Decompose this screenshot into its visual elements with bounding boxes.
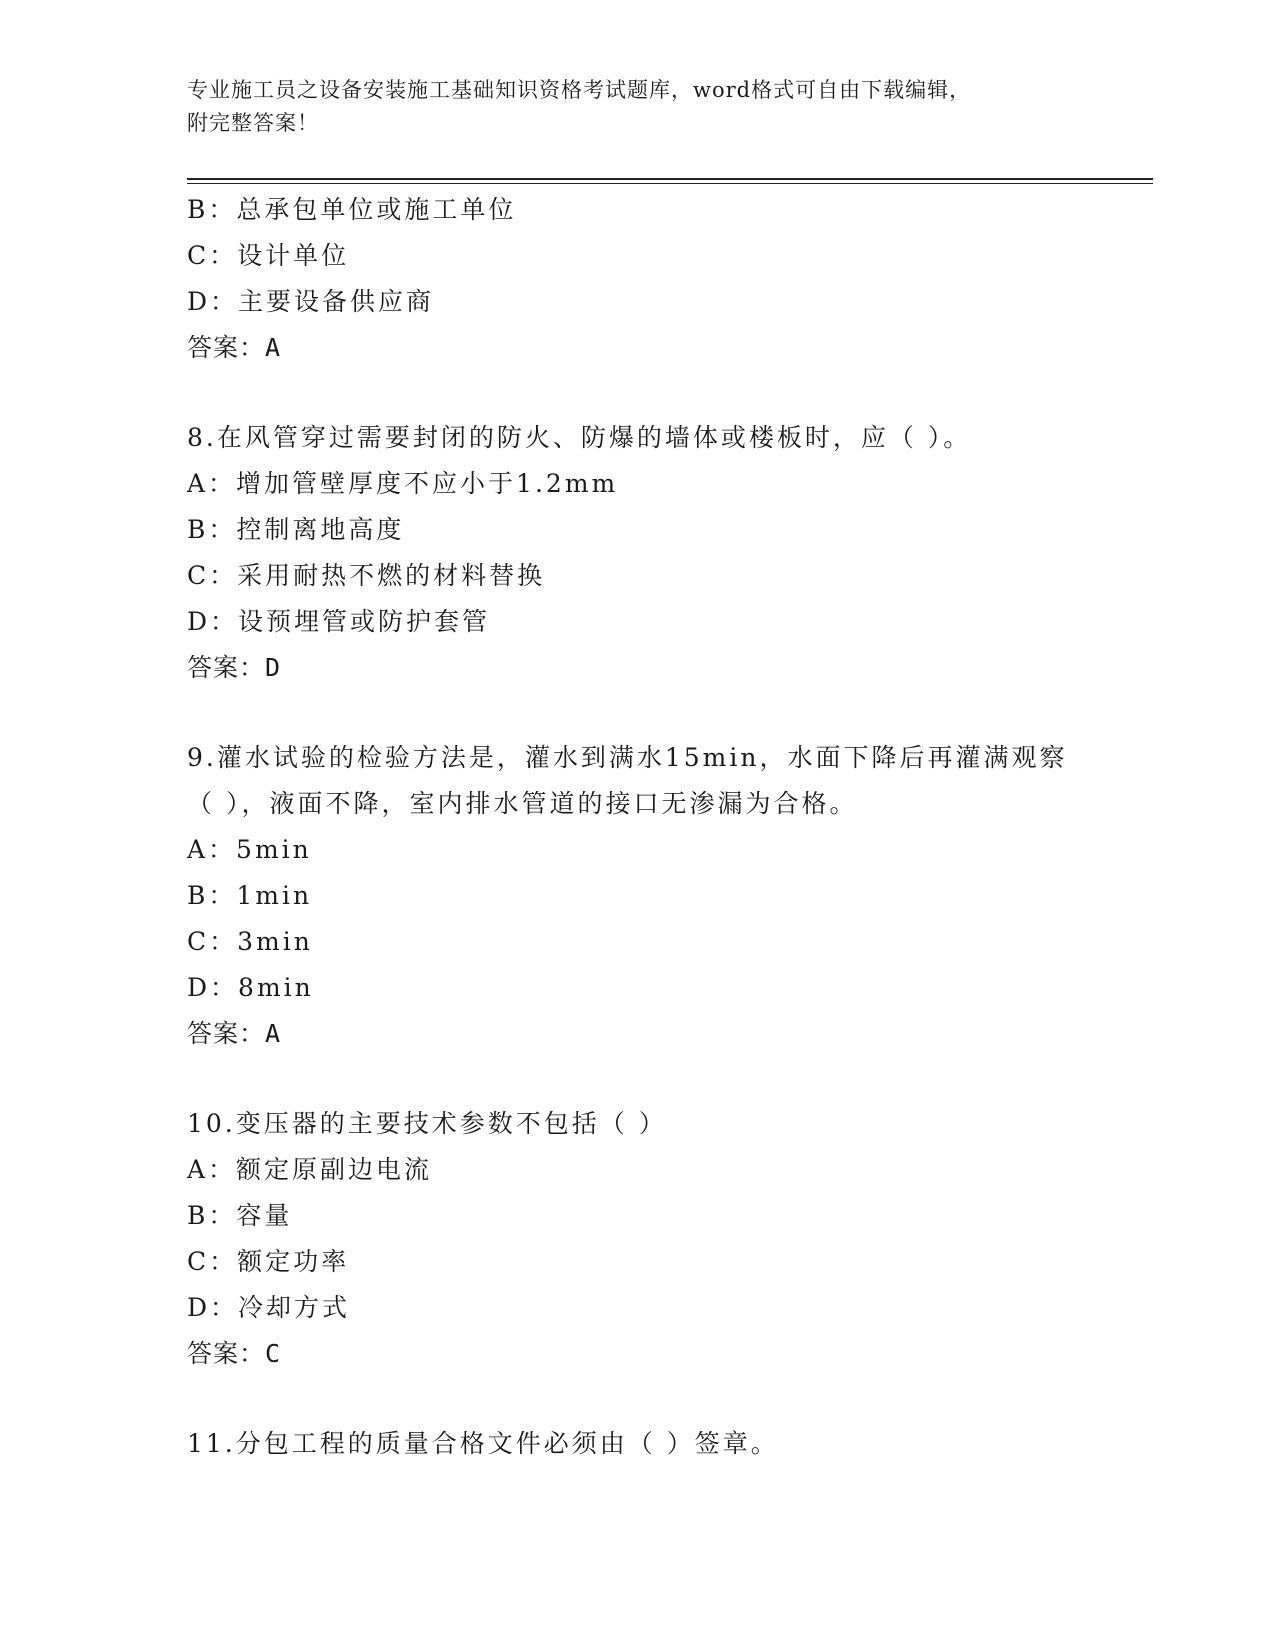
option-c: C：3min bbox=[187, 927, 313, 956]
answer-line: 答案：D bbox=[187, 653, 282, 682]
question-list bbox=[187, 187, 1087, 1467]
header-divider bbox=[187, 178, 1153, 180]
question-8 bbox=[187, 415, 1087, 691]
question-7-continued bbox=[187, 187, 1087, 371]
header-line-2: 附完整答案！ bbox=[187, 111, 319, 135]
option-b: B：容量 bbox=[187, 1201, 293, 1230]
answer-line: 答案：C bbox=[187, 1339, 282, 1368]
option-d: D：冷却方式 bbox=[187, 1293, 351, 1322]
answer-line: 答案：A bbox=[187, 1019, 282, 1048]
question-stem: 8.在风管穿过需要封闭的防火、防爆的墙体或楼板时，应（ ）。 bbox=[187, 423, 972, 452]
question-stem-continued: （ ），液面不降，室内排水管道的接口无渗漏为合格。 bbox=[187, 789, 858, 818]
option-d: D：设预埋管或防护套管 bbox=[187, 607, 491, 636]
option-d: D：主要设备供应商 bbox=[187, 287, 435, 316]
question-stem: 10.变压器的主要技术参数不包括（ ） bbox=[187, 1109, 667, 1138]
option-b: B：总承包单位或施工单位 bbox=[187, 195, 517, 224]
option-b: B：控制离地高度 bbox=[187, 515, 405, 544]
question-11 bbox=[187, 1421, 1087, 1467]
option-c: C：额定功率 bbox=[187, 1247, 350, 1276]
document-header bbox=[187, 74, 1067, 140]
option-a: A：5min bbox=[187, 835, 312, 864]
option-d: D：8min bbox=[187, 973, 314, 1002]
question-9 bbox=[187, 735, 1087, 1057]
option-a: A：额定原副边电流 bbox=[187, 1155, 433, 1184]
option-c: C：采用耐热不燃的材料替换 bbox=[187, 561, 546, 590]
question-stem: 9.灌水试验的检验方法是，灌水到满水15min，水面下降后再灌满观察 bbox=[187, 743, 1068, 772]
option-a: A：增加管壁厚度不应小于1.2mm bbox=[187, 469, 619, 498]
question-10 bbox=[187, 1101, 1087, 1377]
header-line-1: 专业施工员之设备安装施工基础知识资格考试题库，word格式可自由下载编辑， bbox=[187, 78, 972, 102]
answer-line: 答案：A bbox=[187, 333, 282, 362]
option-b: B：1min bbox=[187, 881, 313, 910]
question-stem: 11.分包工程的质量合格文件必须由（ ）签章。 bbox=[187, 1429, 779, 1458]
option-c: C：设计单位 bbox=[187, 241, 350, 270]
header-divider-thin bbox=[187, 183, 1153, 184]
